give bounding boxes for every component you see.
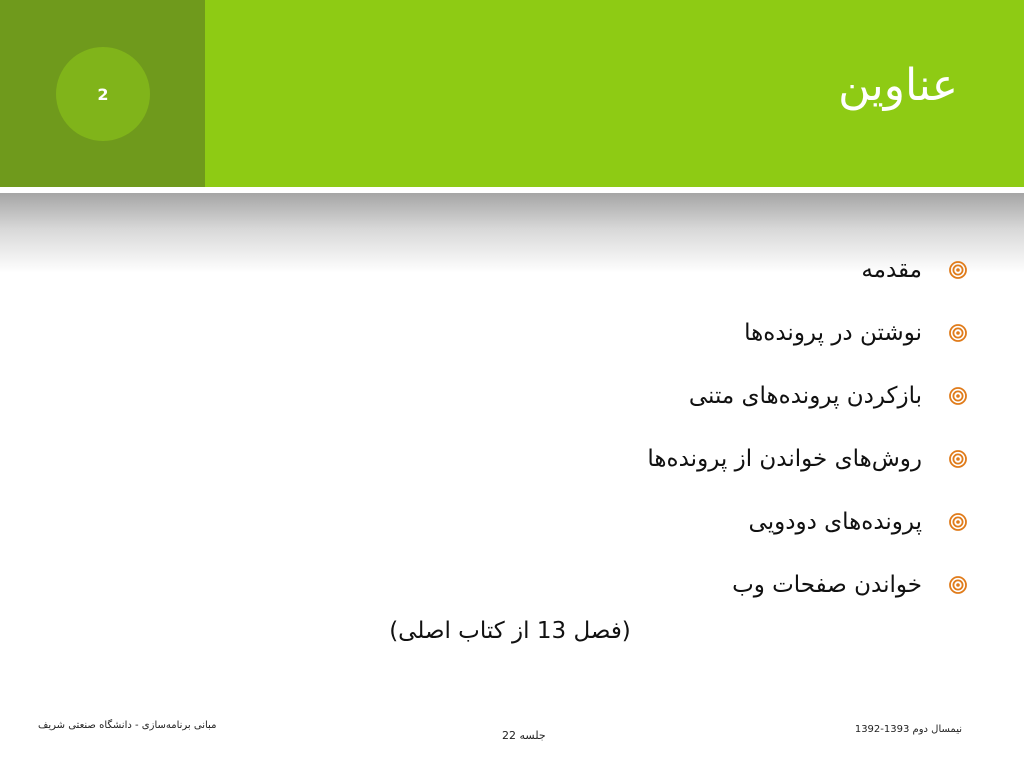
list-item-text: روش‌های خواندن از پرونده‌ها <box>647 445 922 472</box>
list-item-text: خواندن صفحات وب <box>732 571 922 598</box>
list-item <box>647 490 968 553</box>
topics-list <box>647 238 968 616</box>
target-ring-icon <box>948 260 968 280</box>
list-item-text: نوشتن در پرونده‌ها <box>744 319 922 346</box>
slide-title: عناوین <box>838 60 958 111</box>
slide-number-badge <box>56 47 150 141</box>
target-ring-icon <box>948 575 968 595</box>
list-item-text: بازکردن پرونده‌های متنی <box>688 382 922 409</box>
target-ring-icon <box>948 323 968 343</box>
list-item-text: مقدمه <box>861 256 922 283</box>
list-item-text: پرونده‌های دودویی <box>748 508 922 535</box>
target-ring-icon <box>948 449 968 469</box>
list-item <box>647 553 968 616</box>
list-item <box>647 427 968 490</box>
slide-number: 2 <box>97 84 109 104</box>
header-accent-block <box>0 0 205 187</box>
footer-course-name: مبانی برنامه‌سازی - دانشگاه صنعتی شریف <box>38 720 217 731</box>
chapter-reference: (فصل 13 از کتاب اصلی) <box>389 618 631 644</box>
list-item <box>647 238 968 301</box>
footer-semester: نیمسال دوم 1393-1392 <box>854 724 962 735</box>
footer-session: جلسه 22 <box>502 729 546 742</box>
target-ring-icon <box>948 512 968 532</box>
list-item <box>647 301 968 364</box>
target-ring-icon <box>948 386 968 406</box>
list-item <box>647 364 968 427</box>
